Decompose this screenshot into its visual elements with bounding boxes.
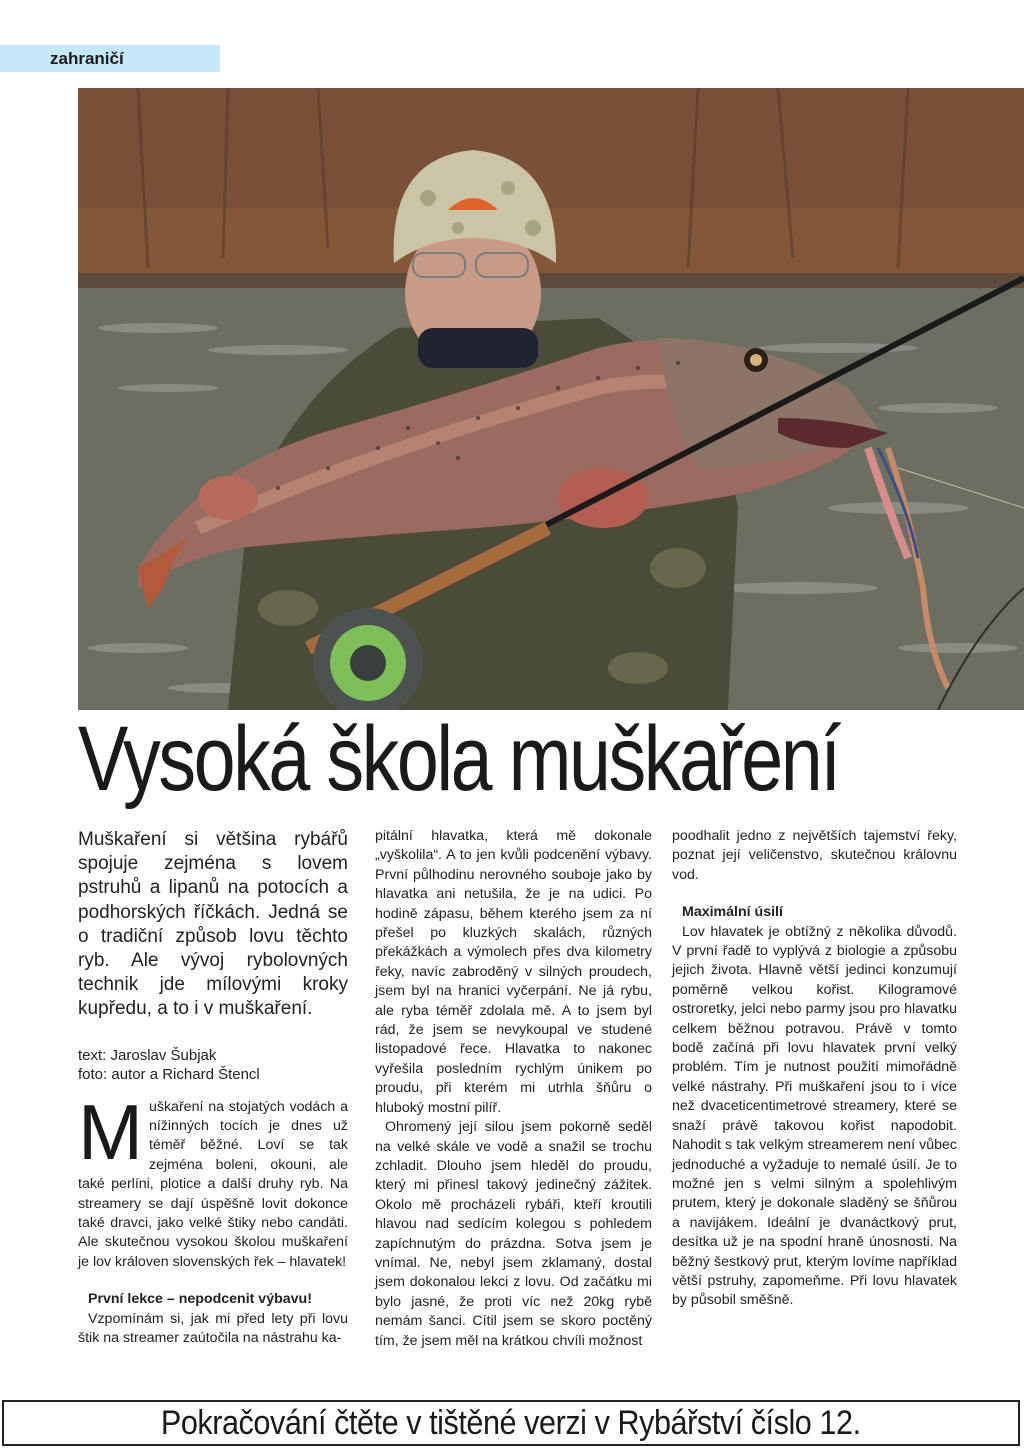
paragraph: poodhalit jedno z největších tajemství řeky, poznat její veličenstvo, skutečnou královnu vod.: [672, 828, 957, 883]
photo-credit: foto: autor a Richard Štencl: [78, 1065, 260, 1083]
author-credit: text: Jaroslav Šubjak: [78, 1046, 217, 1064]
column-2: [375, 827, 652, 1351]
drop-cap: M: [78, 1087, 143, 1176]
section-tag: zahraničí: [0, 45, 220, 72]
subheading-first-lesson: První lekce – nepodcenit výbavu!: [88, 1291, 312, 1308]
photo-illustration: [78, 88, 1024, 710]
article-lead: Muškaření si většina rybářů spojuje zejména s lovem pstruhů a lipanů na potocích a podhorských říčkách. Jedná se o tradiční způsob lovu těchto ryb. Ale vývoj rybolovných technik jde mílovými kroky kupředu, a to i v muškaření.: [78, 829, 348, 1020]
column-1: [78, 828, 348, 1349]
intro-paragraph: uškaření na stojatých vodách a nížinných tocích je dnes už téměř běžné. Loví se tak zejména boleni, okouni, ale také perlíni, plotice a další druhy ryb. Na streamery se dají úspěšně lovit dokonce také dravci, jako velké štiky nebo candáti. Ale skutečnou vysokou školou muškaření je lov královen slovenských řek – hlavatek!: [78, 1098, 348, 1270]
hero-photo: [78, 88, 1024, 710]
paragraph: Lov hlavatek je obtížný z několika důvodů. V první řadě to vyplývá z biologie a způsobu jejich života. Hlavně větší jedinci konzumují poměrně velkou kořist. Kilogramové ostroretky, jelci nebo parmy jsou pro hlavatku celkem běžnou potravou. Právě v tomto bodě začíná při lovu hlavatek první velký problém. Tím je nutnost použití mimořádně velké nástrahy. Při muškaření jsou to i více než dvaceticentimetrové streamery, které se snaží právě takovou kořist napodobit. Nahodit s tak velkým streamerem není vůbec jednoduché a vyžaduje to nemalé úsilí. Je to možné jen s velmi silným a spolehlivým prutem, který je dokonale sladěný se šňůrou a navijákem. Ideální je dvanáctkový prut, desítka už je na spodní hraně únosnosti. Na běžný šestkový prut, kterým lovíme například větší pstruhy, zapomeňme. Při lovu hlavatek by působil směšně.: [672, 923, 957, 1309]
continuation-notice: [2, 1400, 1020, 1446]
continuation-text: Pokračování čtěte v tištěné verzi v Rybářství číslo 12.: [161, 1403, 861, 1442]
paragraph: Ohromený její silou jsem pokorně seděl na velké skále ve vodě a snažil se trochu zchladit. Dlouho jsem hleděl do proudu, který mi přinesl takový jedinečný zážitek. Okolo mě procházeli rybáři, kteří kroutili hlavou nad sedícím kolegou s pohledem zapíchnutým do prázdna. Sotva jsem je vnímal. Ne, nebyl jsem zklamaný, dostal jsem dokonalou lekci z lovu. Od začátku mi bylo jasné, že proti víc než 20kg rybě nemám šanci. Cítil jsem se skoro poctěný tím, že jsem měl na krátkou chvíli možnost: [375, 1119, 652, 1349]
article-intro: [78, 1087, 348, 1273]
paragraph: pitální hlavatka, která mě dokonale „vyškolila“. A to jen kvůli podcenění výbavy. První půlhodinu nerovného souboje jako by hlavatka ani netušila, že je na udici. Po hodině zápasu, během kterého jsem za ní přešel po kluzkých skalách, různých překážkách a výmolech přes dva kilometry řeky, navíc zabroděný v silných proudech, jsem byl na hranici vyčerpání. Ne já rybu, ale ryba téměř zdolala mě. A to jsem byl rád, že jsem se nevykoupal ve studené listopadové řece. Hlavatka to nakonec vyřešila posledním rychlým únikem po proudu, při kterém mi utrhla šňůru o hluboký mostní pilíř.: [375, 828, 652, 1116]
article-credits: [78, 1046, 348, 1084]
subheading-max-effort: Maximální úsilí: [682, 904, 783, 921]
article-headline: Vysoká škola muškaření: [78, 708, 839, 810]
column-3: [672, 827, 957, 1311]
paragraph: Vzpomínám si, jak mi před lety při lovu štik na streamer zaútočila na nástrahu ka-: [78, 1310, 348, 1347]
